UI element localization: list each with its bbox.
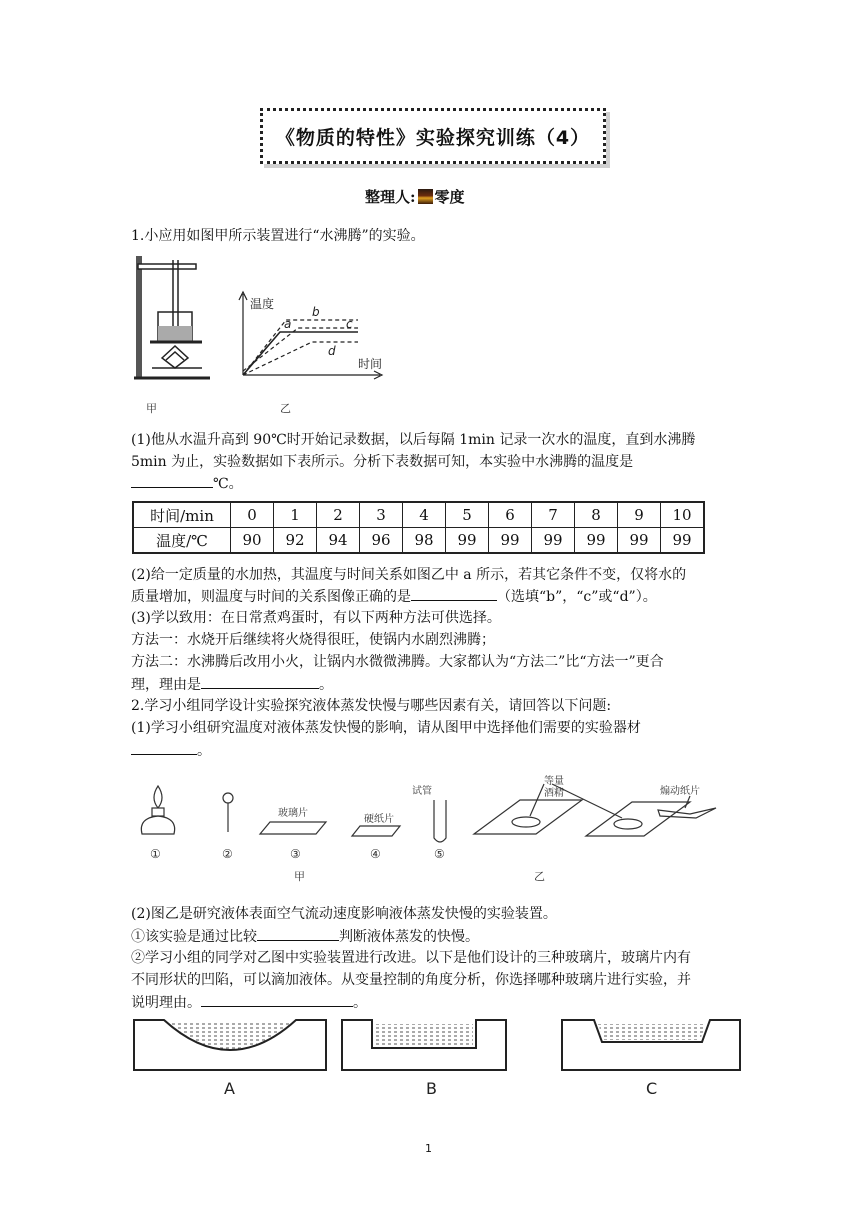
table-cell: 99: [661, 528, 705, 554]
alcohol-label-line1: 等量: [544, 776, 564, 787]
table-cell: 98: [403, 528, 446, 554]
table-cell: 96: [360, 528, 403, 554]
q2-intro: 2.学习小组同学设计实验探究液体蒸发快慢与哪些因素有关，请回答以下问题:: [131, 698, 612, 714]
q2-part2-line5: 说明理由。 。: [131, 992, 367, 1013]
glass-plate-icon: [260, 822, 326, 834]
q2-part2-line4: 不同形状的凹陷，可以滴加液体。从变量控制的角度分析，你选择哪种玻璃片进行实验，并: [131, 972, 691, 988]
svg-text:硬纸片: 硬纸片: [364, 814, 394, 825]
answer-blank-compare[interactable]: [257, 926, 339, 941]
answer-blank-equipment[interactable]: [131, 740, 197, 755]
table-row: [133, 502, 704, 528]
svg-text:等量 酒精: [544, 774, 567, 799]
cardboard-icon: [352, 826, 400, 836]
table-cell: 5: [446, 502, 489, 528]
table-cell: 2: [317, 502, 360, 528]
q1-part3-line3: 方法二：水沸腾后改用小火，让锅内水微微沸腾。大家都认为“方法二”比“方法一”更合: [131, 654, 664, 670]
fig-jia-label: 甲: [146, 402, 157, 415]
dropper-icon: [223, 793, 233, 803]
option-a-label: A: [224, 1079, 235, 1098]
answer-blank-curve-choice[interactable]: [411, 586, 497, 601]
table-cell: 7: [532, 502, 575, 528]
table-cell: 99: [446, 528, 489, 554]
table-cell: 3: [360, 502, 403, 528]
page-number: 1: [425, 1142, 432, 1155]
q1-part1-line2: 5min 为止，实验数据如下表所示。分析下表数据可知，本实验中水沸腾的温度是: [131, 454, 634, 470]
q1-intro: 1.小应用如图甲所示装置进行“水沸腾”的实验。: [131, 228, 425, 244]
svg-text:③: ③: [290, 847, 301, 861]
organizer-line: [365, 186, 465, 207]
table-cell: 4: [403, 502, 446, 528]
answer-blank-plate-choice[interactable]: [201, 992, 353, 1007]
table-cell: 94: [317, 528, 360, 554]
q1-part3-line4: 理，理由是 。: [131, 674, 333, 695]
curve-c-label: c: [346, 317, 353, 331]
svg-text:④: ④: [370, 847, 381, 861]
table-cell: 99: [618, 528, 661, 554]
q1-part2-line2: 质量增加，则温度与时间的关系图像正确的是 （选填“b”，“c”或“d”）。: [131, 586, 657, 607]
svg-text:甲: 甲: [294, 870, 305, 883]
q2-part2-line2: ①该实验是通过比较 判断液体蒸发的快慢。: [131, 926, 479, 947]
boiling-apparatus-diagram: [134, 256, 210, 378]
q1-part3-line1: (3)学以致用：在日常煮鸡蛋时，有以下两种方法可供选择。: [131, 610, 501, 626]
curve-a-label: a: [284, 317, 292, 331]
q2-part2-line3: ②学习小组的同学对乙图中实验装置进行改进。以下是他们设计的三种玻璃片，玻璃片内有: [131, 950, 691, 966]
alcohol-label-line2: 酒精: [544, 788, 564, 799]
table-header-time: 时间/min: [133, 502, 231, 528]
q2-equipment-figure: [130, 774, 730, 886]
option-b-label: B: [426, 1079, 437, 1098]
answer-blank-reason[interactable]: [201, 674, 319, 689]
graph-curve-c: [243, 328, 358, 371]
q2-part1-line1: (1)学习小组研究温度对液体蒸发快慢的影响，请从图甲中选择他们需要的实验器材: [131, 720, 641, 736]
svg-text:煽动纸片: 煽动纸片: [660, 786, 700, 797]
table-cell: 8: [575, 502, 618, 528]
table-cell: 90: [231, 528, 274, 554]
table-cell: 99: [489, 528, 532, 554]
answer-blank-boiling-temp[interactable]: [131, 473, 213, 488]
q1-part1-line3: ℃。: [131, 473, 243, 494]
temperature-data-table: [132, 501, 705, 554]
graph-curve-d: [243, 342, 358, 375]
graph-ylabel: 温度: [250, 297, 275, 311]
option-c-label: C: [646, 1079, 658, 1098]
svg-text:玻璃片: 玻璃片: [278, 808, 308, 819]
alcohol-lamp-icon: [141, 816, 174, 834]
curve-b-label: b: [312, 305, 320, 319]
fan-paper: [658, 808, 716, 818]
graph-curve-a: [243, 332, 358, 375]
organizer-label: 整理人:: [365, 188, 416, 206]
fig-yi-label: 乙: [280, 402, 291, 415]
glass-plate-right: [586, 802, 690, 836]
organizer-name: 零度: [434, 188, 465, 206]
q1-part1-line1: (1)他从水温升高到 90℃时开始记录数据，以后每隔 1min 记录一次水的温度，直到水沸腾: [131, 432, 696, 448]
graph-xlabel: 时间: [358, 357, 383, 371]
table-cell: 1: [274, 502, 317, 528]
test-tube-icon: [434, 800, 446, 842]
svg-text:①: ①: [150, 847, 161, 861]
table-cell: 99: [532, 528, 575, 554]
table-cell: 9: [618, 502, 661, 528]
glass-plate-options-figure: [130, 1014, 742, 1100]
q1-part2-line1: (2)给一定质量的水加热，其温度与时间关系如图乙中 a 所示，若其它条件不变，仅将水的: [131, 567, 687, 583]
q1-part3-line2: 方法一：水烧开后继续将火烧得很旺，使锅内水剧烈沸腾；: [131, 632, 495, 648]
table-header-temp: 温度/℃: [133, 528, 231, 554]
q1-figure: [130, 250, 400, 420]
table-cell: 0: [231, 502, 274, 528]
table-cell: 99: [575, 528, 618, 554]
table-row: [133, 528, 704, 554]
svg-text:试管: 试管: [412, 786, 432, 797]
table-cell: 6: [489, 502, 532, 528]
table-cell: 10: [661, 502, 705, 528]
svg-text:乙: 乙: [534, 870, 545, 883]
svg-text:⑤: ⑤: [434, 847, 445, 861]
q2-part1-line2: 。: [131, 740, 211, 761]
q2-part2-line1: (2)图乙是研究液体表面空气流动速度影响液体蒸发快慢的实验装置。: [131, 906, 557, 922]
organizer-avatar-icon: [418, 189, 433, 204]
curve-d-label: d: [328, 344, 336, 358]
table-cell: 92: [274, 528, 317, 554]
page-title: 《物质的特性》实验探究训练（4）: [260, 108, 606, 164]
svg-text:②: ②: [222, 847, 233, 861]
